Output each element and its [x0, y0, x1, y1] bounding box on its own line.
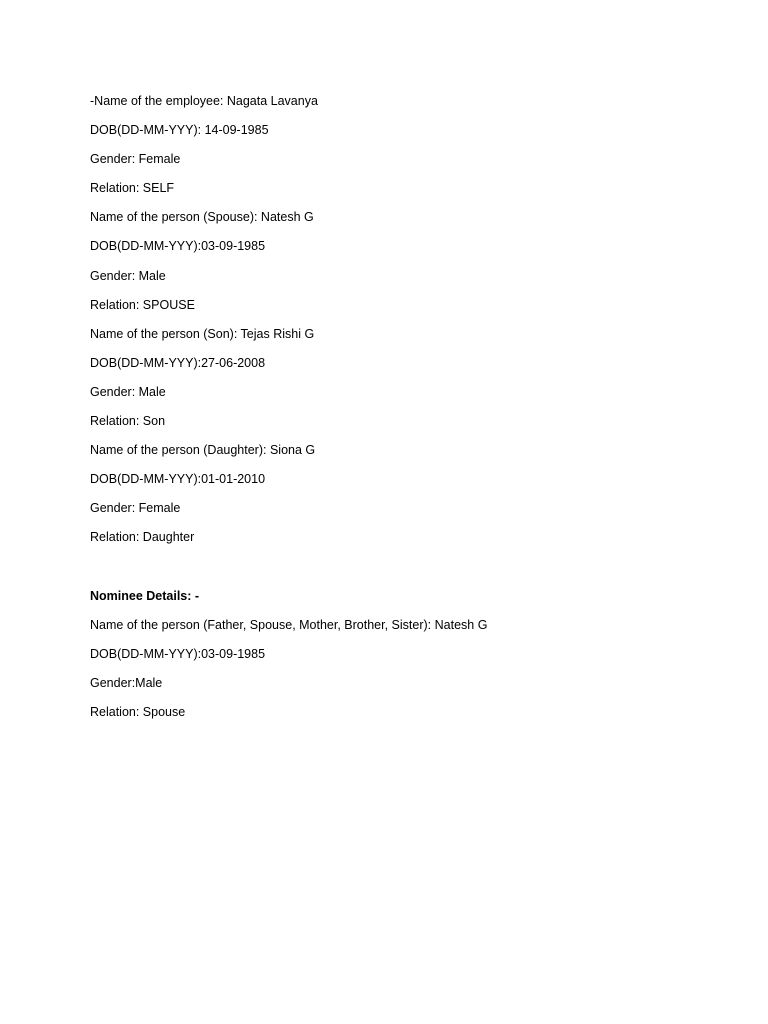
nominee-relation-line: Relation: Spouse [90, 704, 186, 719]
spouse-name-line: Name of the person (Spouse): Natesh G [90, 210, 314, 225]
nominee-name-line: Name of the person (Father, Spouse, Mother, Brother, Sister): Natesh G [90, 617, 488, 632]
son-name-line: Name of the person (Son): Tejas Rishi G [90, 326, 315, 341]
employee-name-line: -Name of the employee: Nagata Lavanya [90, 94, 318, 108]
spouse-gender-line: Gender: Male [90, 268, 166, 283]
nominee-gender-line: Gender:Male [90, 675, 163, 690]
daughter-gender-line: Gender: Female [90, 501, 181, 516]
nominee-dob-line: DOB(DD-MM-YYY):03-09-1985 [90, 646, 266, 661]
son-dob-line: DOB(DD-MM-YYY):27-06-2008 [90, 355, 266, 370]
daughter-relation-line: Relation: Daughter [90, 530, 195, 545]
daughter-name-line: Name of the person (Daughter): Siona G [90, 443, 316, 458]
son-gender-line: Gender: Male [90, 384, 166, 399]
employee-dob-line: DOB(DD-MM-YYY): 14-09-1985 [90, 123, 269, 138]
section-gap [90, 559, 728, 588]
spouse-dob-line: DOB(DD-MM-YYY):03-09-1985 [90, 239, 266, 254]
employee-gender-line: Gender: Female [90, 152, 181, 167]
son-relation-line: Relation: Son [90, 414, 166, 429]
spouse-relation-line: Relation: SPOUSE [90, 297, 195, 312]
daughter-dob-line: DOB(DD-MM-YYY):01-01-2010 [90, 472, 266, 487]
employee-relation-line: Relation: SELF [90, 181, 175, 196]
document-body [90, 93, 728, 733]
nominee-heading: Nominee Details: - [90, 588, 200, 603]
